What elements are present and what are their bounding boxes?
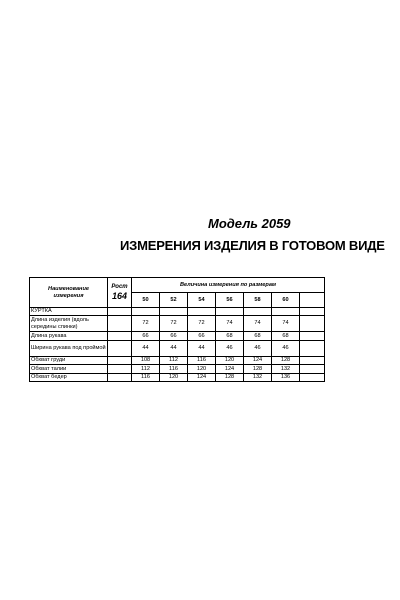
empty-cell bbox=[300, 316, 325, 332]
row-value: 124 bbox=[216, 365, 244, 374]
row-value: 44 bbox=[132, 340, 160, 356]
table-row bbox=[30, 332, 325, 341]
row-value: 68 bbox=[244, 332, 272, 341]
empty-cell bbox=[300, 373, 325, 382]
row-value: 124 bbox=[244, 356, 272, 365]
row-value: 120 bbox=[188, 365, 216, 374]
name-column-header bbox=[30, 278, 108, 308]
row-value: 46 bbox=[272, 340, 300, 356]
row-name: Ширина рукава под проймой bbox=[30, 340, 108, 356]
row-value: 68 bbox=[216, 332, 244, 341]
size-header: 50 bbox=[132, 293, 160, 308]
row-value: 68 bbox=[272, 332, 300, 341]
empty-cell bbox=[300, 365, 325, 374]
empty-cell bbox=[132, 308, 160, 316]
row-value: 66 bbox=[188, 332, 216, 341]
empty-cell bbox=[160, 308, 188, 316]
empty-cell bbox=[300, 293, 325, 308]
section-row bbox=[30, 308, 325, 316]
size-header: 52 bbox=[160, 293, 188, 308]
size-group-header: Величина измерения по размерам bbox=[132, 278, 325, 293]
empty-cell bbox=[300, 332, 325, 341]
row-value: 74 bbox=[244, 316, 272, 332]
empty-cell bbox=[300, 356, 325, 365]
row-value: 132 bbox=[272, 365, 300, 374]
row-value: 46 bbox=[244, 340, 272, 356]
row-value: 116 bbox=[160, 365, 188, 374]
row-name: Длина изделия (вдоль середины спинки) bbox=[30, 316, 108, 332]
row-value: 128 bbox=[216, 373, 244, 382]
size-header: 60 bbox=[272, 293, 300, 308]
empty-cell bbox=[108, 316, 132, 332]
row-value: 116 bbox=[188, 356, 216, 365]
table-row bbox=[30, 373, 325, 382]
empty-cell bbox=[108, 356, 132, 365]
rost-value: 164 bbox=[111, 290, 128, 301]
row-value: 66 bbox=[132, 332, 160, 341]
empty-cell bbox=[272, 308, 300, 316]
size-header: 56 bbox=[216, 293, 244, 308]
name-header-line2: измерения bbox=[53, 292, 84, 299]
size-header: 58 bbox=[244, 293, 272, 308]
page-title: ИЗМЕРЕНИЯ ИЗДЕЛИЯ В ГОТОВОМ ВИДЕ bbox=[120, 238, 385, 253]
row-value: 112 bbox=[132, 365, 160, 374]
empty-cell bbox=[300, 340, 325, 356]
empty-cell bbox=[108, 373, 132, 382]
section-label: КУРТКА bbox=[30, 308, 108, 316]
model-title: Модель 2059 bbox=[208, 216, 291, 231]
row-name: Обхват талии bbox=[30, 365, 108, 374]
row-name: Обхват бедер bbox=[30, 373, 108, 382]
measurement-table bbox=[29, 277, 325, 382]
row-name: Обхват груди bbox=[30, 356, 108, 365]
row-value: 72 bbox=[188, 316, 216, 332]
empty-cell bbox=[216, 308, 244, 316]
table-row bbox=[30, 340, 325, 356]
row-name: Длина рукава bbox=[30, 332, 108, 341]
table-header-row bbox=[30, 278, 325, 293]
rost-column-header bbox=[108, 278, 132, 308]
name-header-line1: Наименование bbox=[48, 286, 89, 293]
row-value: 136 bbox=[272, 373, 300, 382]
table-row bbox=[30, 365, 325, 374]
row-value: 108 bbox=[132, 356, 160, 365]
row-value: 116 bbox=[132, 373, 160, 382]
row-value: 44 bbox=[188, 340, 216, 356]
row-value: 112 bbox=[160, 356, 188, 365]
rost-label: Рост bbox=[111, 283, 128, 290]
empty-cell bbox=[108, 365, 132, 374]
row-value: 124 bbox=[188, 373, 216, 382]
row-value: 74 bbox=[216, 316, 244, 332]
row-value: 132 bbox=[244, 373, 272, 382]
table-row bbox=[30, 356, 325, 365]
row-value: 46 bbox=[216, 340, 244, 356]
empty-cell bbox=[108, 340, 132, 356]
row-value: 66 bbox=[160, 332, 188, 341]
row-value: 120 bbox=[216, 356, 244, 365]
row-value: 120 bbox=[160, 373, 188, 382]
empty-cell bbox=[244, 308, 272, 316]
size-header: 54 bbox=[188, 293, 216, 308]
empty-cell bbox=[108, 332, 132, 341]
row-value: 74 bbox=[272, 316, 300, 332]
empty-cell bbox=[108, 308, 132, 316]
row-value: 128 bbox=[244, 365, 272, 374]
row-value: 72 bbox=[160, 316, 188, 332]
table-row bbox=[30, 316, 325, 332]
row-value: 128 bbox=[272, 356, 300, 365]
row-value: 72 bbox=[132, 316, 160, 332]
row-value: 44 bbox=[160, 340, 188, 356]
empty-cell bbox=[188, 308, 216, 316]
empty-cell bbox=[300, 308, 325, 316]
